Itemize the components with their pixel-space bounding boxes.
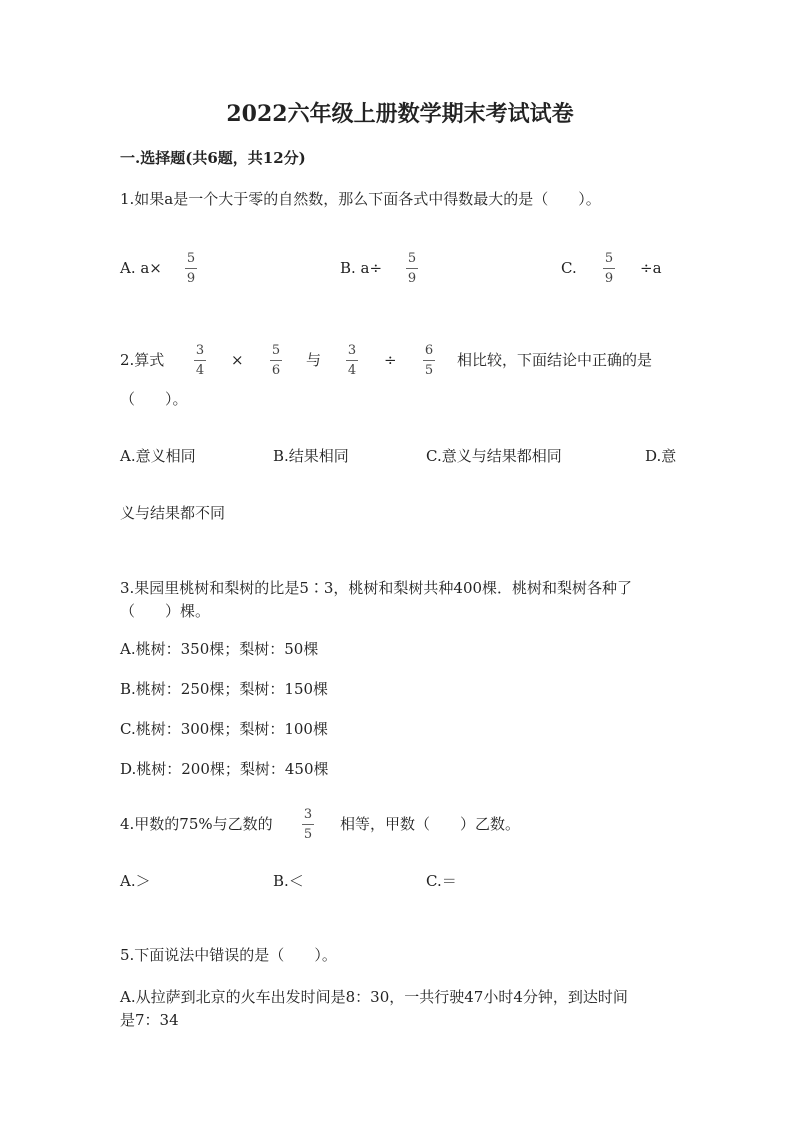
q2-stem-line2: （ ）。 <box>120 390 188 408</box>
q5-option-a: A.从拉萨到北京的火车出发时间是8：30，一共行驶47小时4分钟，到达时间 <box>120 988 628 1006</box>
q2-fraction-1 <box>193 343 207 378</box>
fraction-bar <box>603 268 615 269</box>
fraction-bar <box>302 824 314 825</box>
q4-option-b: B.＜ <box>273 872 304 890</box>
q2-option-a: A.意义相同 <box>120 447 196 465</box>
q3-option-d: D.桃树：200棵；梨树：450棵 <box>120 760 329 778</box>
q1-option-c: C. <box>561 259 577 277</box>
q2-fraction-3 <box>345 343 359 378</box>
numerator: 3 <box>303 807 313 822</box>
numerator: 6 <box>424 343 434 358</box>
q1-c-fraction <box>602 251 616 286</box>
numerator: 5 <box>407 251 417 266</box>
fraction-bar <box>194 360 206 361</box>
numerator: 5 <box>186 251 196 266</box>
denominator: 4 <box>195 363 205 378</box>
q3-stem: 3.果园里桃树和梨树的比是5∶3，桃树和梨树共种400棵．桃树和梨树各种了 <box>120 579 633 597</box>
q2-fraction-4 <box>422 343 436 378</box>
denominator: 9 <box>604 271 614 286</box>
q4-stem-start: 4.甲数的75%与乙数的 <box>120 815 273 833</box>
q2-option-d-cont: 义与结果都不同 <box>120 504 226 522</box>
q3-option-c: C.桃树：300棵；梨树：100棵 <box>120 720 328 738</box>
q2-fraction-2 <box>269 343 283 378</box>
q2-option-c: C.意义与结果都相同 <box>426 447 562 465</box>
denominator: 9 <box>186 271 196 286</box>
q4-fraction <box>301 807 315 842</box>
q2-option-b: B.结果相同 <box>273 447 349 465</box>
q1-option-b: B. a÷ <box>340 259 383 277</box>
numerator: 3 <box>195 343 205 358</box>
q1-option-a: A. a× <box>120 259 162 277</box>
q3-stem-line2: （ ）棵。 <box>120 602 211 620</box>
page-title: 2022六年级上册数学期末考试试卷 <box>226 101 574 127</box>
fraction-bar <box>270 360 282 361</box>
section-heading: 一.选择题(共6题，共12分) <box>120 149 306 167</box>
fraction-bar <box>185 268 197 269</box>
fraction-bar <box>406 268 418 269</box>
q3-option-b: B.桃树：250棵；梨树：150棵 <box>120 680 329 698</box>
q5-stem: 5.下面说法中错误的是（ ）。 <box>120 946 337 964</box>
q1-b-fraction <box>405 251 419 286</box>
denominator: 5 <box>303 827 313 842</box>
q1-stem: 1.如果a是一个大于零的自然数，那么下面各式中得数最大的是（ ）。 <box>120 190 601 208</box>
denominator: 9 <box>407 271 417 286</box>
q4-option-c: C.＝ <box>426 872 457 890</box>
q5-option-a-line2: 是7：34 <box>120 1011 179 1029</box>
fraction-bar <box>423 360 435 361</box>
q2-stem-end: 相比较，下面结论中正确的是 <box>457 351 653 369</box>
q1-a-fraction <box>184 251 198 286</box>
fraction-bar <box>346 360 358 361</box>
numerator: 5 <box>604 251 614 266</box>
q2-option-d: D.意 <box>645 447 677 465</box>
denominator: 4 <box>347 363 357 378</box>
q4-stem-end: 相等，甲数（ ）乙数。 <box>340 815 521 833</box>
q2-stem-start: 2.算式 <box>120 351 165 369</box>
denominator: 5 <box>424 363 434 378</box>
q1-option-c-tail: ÷a <box>640 259 662 277</box>
numerator: 5 <box>271 343 281 358</box>
q2-and-word: 与 <box>306 351 322 369</box>
q2-divide-sign: ÷ <box>384 351 397 369</box>
denominator: 6 <box>271 363 281 378</box>
q3-option-a: A.桃树：350棵；梨树：50棵 <box>120 640 319 658</box>
q2-times-sign: × <box>231 351 244 369</box>
q4-option-a: A.＞ <box>120 872 151 890</box>
numerator: 3 <box>347 343 357 358</box>
